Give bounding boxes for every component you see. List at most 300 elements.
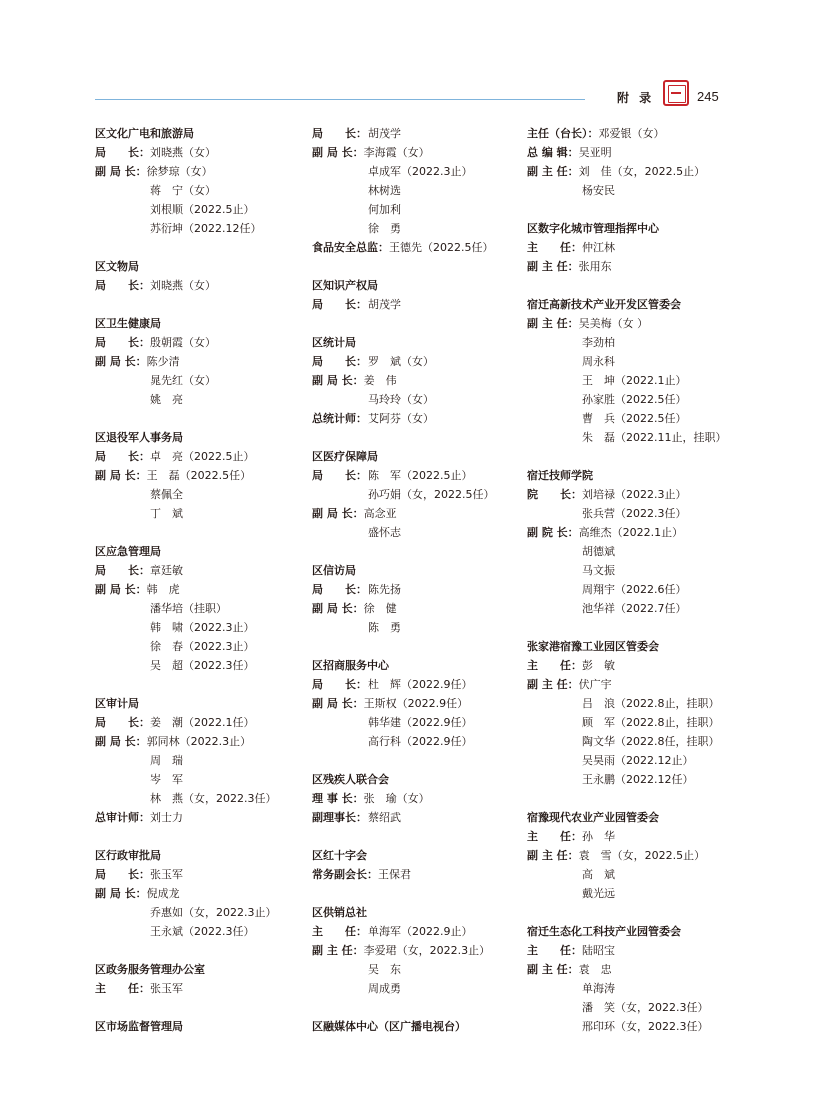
position-label: 副 院 长：: [527, 526, 579, 539]
personnel-row: [527, 371, 747, 390]
position-label: [527, 504, 582, 523]
position-label: 局 长：: [312, 355, 367, 368]
personnel-row: [527, 827, 747, 846]
personnel-row: [95, 922, 300, 941]
personnel-row: [95, 162, 300, 181]
personnel-row: [312, 523, 517, 542]
person-name: 张用东: [578, 260, 612, 273]
person-name: 岑 军: [150, 773, 183, 786]
personnel-row: [527, 846, 747, 865]
personnel-row: [527, 732, 747, 751]
position-label: [312, 181, 368, 200]
personnel-row: [527, 713, 747, 732]
personnel-row: [312, 599, 517, 618]
personnel-row: [527, 143, 747, 162]
org-title: 宿迁生态化工科技产业园管委会: [527, 925, 681, 938]
person-name: 单海军（2022.9止）: [368, 925, 473, 938]
person-name: 林树选: [368, 184, 401, 197]
person-name: 戴光远: [582, 887, 615, 900]
position-label: [527, 561, 582, 580]
org-title: 区行政审批局: [95, 849, 161, 862]
position-label: 主任（台长）：: [527, 127, 599, 140]
personnel-row: [95, 580, 300, 599]
personnel-row: [312, 238, 517, 257]
position-label: 副 主 任：: [527, 260, 579, 273]
personnel-row: [312, 200, 517, 219]
position-label: 常务副会长：: [312, 868, 378, 881]
position-label: [527, 390, 582, 409]
personnel-row: [312, 390, 517, 409]
org-title: 宿迁高新技术产业开发区管委会: [527, 298, 681, 311]
position-label: 副 局 长：: [312, 697, 364, 710]
person-name: 朱 磊（2022.11止，挂职）: [582, 431, 727, 444]
org-title: 区应急管理局: [95, 545, 161, 558]
personnel-row: [95, 561, 300, 580]
person-name: 韩华建（2022.9任）: [368, 716, 473, 729]
personnel-row: [527, 1017, 747, 1036]
personnel-row: [312, 732, 517, 751]
person-name: 蒋 宁（女）: [150, 184, 216, 197]
personnel-row: [527, 599, 747, 618]
org-title: 区市场监督管理局: [95, 1020, 183, 1033]
position-label: [95, 789, 150, 808]
personnel-row: [312, 960, 517, 979]
position-label: [312, 523, 368, 542]
page-number: 245: [697, 89, 719, 104]
yearbook-seal-logo: [663, 80, 689, 106]
personnel-row: [312, 618, 517, 637]
position-label: [527, 599, 582, 618]
position-label: 院 长：: [527, 488, 582, 501]
person-name: 王德先（2022.5任）: [389, 241, 494, 254]
personnel-row: [312, 143, 517, 162]
person-name: 张 瑜（女）: [363, 792, 430, 805]
personnel-row: [95, 466, 300, 485]
position-label: [527, 409, 582, 428]
person-name: 陈先扬: [368, 583, 401, 596]
org-section: [312, 333, 517, 428]
position-label: [95, 599, 150, 618]
position-label: [527, 979, 582, 998]
personnel-row: [95, 352, 300, 371]
personnel-row: [527, 257, 747, 276]
personnel-row: [95, 770, 300, 789]
person-name: 刘晓燕（女）: [150, 146, 216, 159]
personnel-row: [527, 865, 747, 884]
person-name: 罗 斌（女）: [368, 355, 434, 368]
position-label: [527, 732, 582, 751]
person-name: 吴美梅（女 ）: [578, 317, 649, 330]
personnel-row: [527, 523, 747, 542]
org-section: [312, 903, 517, 998]
person-name: 周永科: [582, 355, 615, 368]
person-name: 王 坤（2022.1止）: [582, 374, 687, 387]
personnel-row: [527, 428, 747, 447]
column-3: [527, 124, 747, 1055]
personnel-row: [527, 485, 747, 504]
person-name: 李海霞（女）: [363, 146, 430, 159]
org-section: [312, 276, 517, 314]
position-label: [95, 219, 150, 238]
person-name: 王保君: [378, 868, 411, 881]
position-label: 主 任：: [527, 241, 582, 254]
org-section: [312, 846, 517, 884]
position-label: 副 主 任：: [527, 317, 579, 330]
org-section: [312, 656, 517, 751]
person-name: 卓成军（2022.3止）: [368, 165, 473, 178]
person-name: 徐 勇: [368, 222, 401, 235]
person-name: 胡德斌: [582, 545, 615, 558]
person-name: 盛怀志: [368, 526, 401, 539]
org-title: 区招商服务中心: [312, 659, 389, 672]
personnel-row: [95, 371, 300, 390]
person-name: 周翔宇（2022.6任）: [582, 583, 687, 596]
position-label: 局 长：: [95, 868, 150, 881]
person-name: 倪成龙: [146, 887, 180, 900]
person-name: 蔡绍武: [368, 811, 401, 824]
position-label: 副 局 长：: [95, 735, 147, 748]
person-name: 陈少清: [146, 355, 180, 368]
org-title: 区融媒体中心（区广播电视台）: [312, 1020, 466, 1033]
person-name: 邢印环（女，2022.3任）: [582, 1020, 709, 1033]
personnel-row: [312, 409, 517, 428]
position-label: 局 长：: [312, 298, 367, 311]
personnel-row: [312, 295, 517, 314]
personnel-row: [527, 770, 747, 789]
personnel-row: [312, 675, 517, 694]
org-section: [312, 561, 517, 637]
person-name: 邓爱银（女）: [598, 127, 665, 140]
person-name: 韩 虎: [146, 583, 180, 596]
person-name: 徐 健: [363, 602, 397, 615]
personnel-row: [95, 276, 300, 295]
personnel-row: [312, 789, 517, 808]
personnel-row: [527, 884, 747, 903]
org-section: [95, 257, 300, 295]
position-label: 局 长：: [95, 279, 150, 292]
org-section: [527, 808, 747, 903]
person-name: 孙巧娟（女，2022.5任）: [368, 488, 495, 501]
person-name: 单海涛: [582, 982, 615, 995]
person-name: 王 磊（2022.5任）: [146, 469, 252, 482]
person-name: 陈 勇: [368, 621, 401, 634]
personnel-row: [312, 371, 517, 390]
position-label: [527, 770, 582, 789]
position-label: 副 局 长：: [312, 374, 364, 387]
position-label: 副 主 任：: [527, 849, 579, 862]
position-label: [95, 751, 150, 770]
person-name: 周 瑞: [150, 754, 183, 767]
personnel-row: [312, 865, 517, 884]
org-title: 区统计局: [312, 336, 356, 349]
personnel-row: [527, 504, 747, 523]
personnel-row: [312, 580, 517, 599]
org-section: [95, 1017, 300, 1036]
personnel-row: [527, 352, 747, 371]
org-title: 区供销总社: [312, 906, 367, 919]
person-name: 艾阿芬（女）: [368, 412, 434, 425]
person-name: 林 燕（女，2022.3任）: [150, 792, 277, 805]
position-label: 副 局 长：: [95, 469, 147, 482]
position-label: [527, 713, 582, 732]
position-label: [95, 181, 150, 200]
person-name: 乔惠如（女，2022.3止）: [150, 906, 277, 919]
personnel-row: [527, 542, 747, 561]
person-name: 张兵营（2022.3任）: [582, 507, 687, 520]
org-title: 区卫生健康局: [95, 317, 161, 330]
personnel-row: [312, 713, 517, 732]
personnel-row: [527, 333, 747, 352]
org-title: 区红十字会: [312, 849, 367, 862]
position-label: [312, 713, 368, 732]
person-name: 卓 亮（2022.5止）: [150, 450, 255, 463]
position-label: [95, 200, 150, 219]
person-name: 马玲玲（女）: [368, 393, 434, 406]
position-label: [527, 865, 582, 884]
person-name: 高行科（2022.9任）: [368, 735, 473, 748]
column-2: [312, 124, 517, 1055]
personnel-row: [527, 561, 747, 580]
person-name: 陈 军（2022.5止）: [368, 469, 473, 482]
person-name: 高维杰（2022.1止）: [578, 526, 684, 539]
position-label: 副 局 长：: [95, 887, 147, 900]
person-name: 胡茂学: [368, 127, 401, 140]
position-label: [527, 542, 582, 561]
personnel-row: [95, 903, 300, 922]
org-title: 区文化广电和旅游局: [95, 127, 194, 140]
person-name: 高念亚: [363, 507, 397, 520]
position-label: [527, 998, 582, 1017]
position-label: 局 长：: [95, 146, 150, 159]
personnel-row: [527, 941, 747, 960]
personnel-row: [527, 656, 747, 675]
org-section: [95, 428, 300, 523]
personnel-row: [312, 181, 517, 200]
person-name: 徐 春（2022.3止）: [150, 640, 255, 653]
org-title: 区知识产权局: [312, 279, 378, 292]
personnel-row: [312, 694, 517, 713]
org-section: [95, 960, 300, 998]
personnel-row: [527, 390, 747, 409]
org-section: [527, 922, 747, 1036]
position-label: 总统计师：: [312, 412, 367, 425]
person-name: 陆昭宝: [582, 944, 615, 957]
personnel-row: [527, 409, 747, 428]
person-name: 潘 笑（女，2022.3任）: [582, 1001, 709, 1014]
person-name: 周成勇: [368, 982, 401, 995]
person-name: 张玉军: [150, 982, 183, 995]
position-label: 总审计师：: [95, 811, 150, 824]
position-label: 副 局 长：: [312, 507, 364, 520]
person-name: 池华祥（2022.7任）: [582, 602, 687, 615]
person-name: 吴 超（2022.3任）: [150, 659, 255, 672]
position-label: [527, 751, 582, 770]
org-section: [527, 466, 747, 618]
org-section: [312, 124, 517, 257]
org-section: [312, 1017, 517, 1036]
personnel-row: [95, 599, 300, 618]
person-name: 晁先红（女）: [150, 374, 216, 387]
position-label: 主 任：: [95, 982, 150, 995]
person-name: 孙 华: [582, 830, 615, 843]
personnel-row: [95, 637, 300, 656]
org-section: [527, 295, 747, 447]
org-section: [95, 124, 300, 238]
person-name: 王永斌（2022.3任）: [150, 925, 255, 938]
position-label: 局 长：: [312, 678, 367, 691]
org-section: [95, 542, 300, 675]
position-label: [312, 219, 368, 238]
personnel-row: [527, 979, 747, 998]
position-label: [95, 485, 150, 504]
position-label: 副 主 任：: [527, 678, 579, 691]
org-section: [312, 770, 517, 827]
person-name: 姚 亮: [150, 393, 183, 406]
org-section: [527, 124, 747, 200]
person-name: 仲江林: [582, 241, 615, 254]
position-label: [312, 979, 368, 998]
position-label: [312, 618, 368, 637]
position-label: [312, 732, 368, 751]
position-label: 局 长：: [312, 469, 367, 482]
org-title: 宿迁技师学院: [527, 469, 593, 482]
personnel-row: [95, 333, 300, 352]
person-name: 刘晓燕（女）: [150, 279, 216, 292]
personnel-row: [312, 466, 517, 485]
person-name: 郭同林（2022.3止）: [146, 735, 252, 748]
personnel-row: [95, 447, 300, 466]
personnel-row: [527, 181, 747, 200]
personnel-row: [312, 979, 517, 998]
person-name: 丁 斌: [150, 507, 183, 520]
position-label: 副 主 任：: [527, 963, 579, 976]
position-label: 局 长：: [95, 564, 150, 577]
position-label: [312, 485, 368, 504]
person-name: 李劲柏: [582, 336, 615, 349]
org-title: 区政务服务管理办公室: [95, 963, 205, 976]
position-label: [95, 390, 150, 409]
personnel-row: [95, 713, 300, 732]
personnel-row: [312, 485, 517, 504]
personnel-row: [95, 808, 300, 827]
personnel-row: [95, 219, 300, 238]
personnel-row: [312, 941, 517, 960]
person-name: 章廷敏: [150, 564, 183, 577]
org-title: 区文物局: [95, 260, 139, 273]
column-1: [95, 124, 300, 1055]
person-name: 徐梦琼（女）: [146, 165, 213, 178]
position-label: [95, 371, 150, 390]
org-section: [95, 694, 300, 827]
person-name: 张玉军: [150, 868, 183, 881]
person-name: 吕 浪（2022.8止，挂职）: [582, 697, 720, 710]
position-label: [312, 162, 368, 181]
personnel-row: [312, 352, 517, 371]
position-label: [527, 333, 582, 352]
personnel-row: [95, 751, 300, 770]
personnel-row: [527, 162, 747, 181]
org-section: [527, 219, 747, 276]
person-name: 李爱珺（女，2022.3止）: [363, 944, 491, 957]
personnel-row: [527, 960, 747, 979]
personnel-row: [95, 504, 300, 523]
personnel-row: [312, 124, 517, 143]
position-label: 局 长：: [312, 583, 367, 596]
personnel-row: [527, 314, 747, 333]
position-label: 食品安全总监：: [312, 241, 389, 254]
person-name: 陶文华（2022.8任，挂职）: [582, 735, 720, 748]
position-label: [527, 580, 582, 599]
person-name: 刘士力: [150, 811, 183, 824]
person-name: 殷朝霞（女）: [150, 336, 216, 349]
personnel-row: [312, 922, 517, 941]
org-title: 区医疗保障局: [312, 450, 378, 463]
header-rule: [95, 99, 585, 100]
position-label: 理 事 长：: [312, 792, 364, 805]
position-label: 副 主 任：: [312, 944, 364, 957]
personnel-row: [527, 998, 747, 1017]
personnel-row: [95, 656, 300, 675]
person-name: 高 斌: [582, 868, 615, 881]
header-section-title: 附 录: [617, 91, 655, 105]
person-name: 杜 辉（2022.9任）: [368, 678, 473, 691]
position-label: [312, 390, 368, 409]
person-name: 吴昊雨（2022.12止）: [582, 754, 694, 767]
person-name: 苏衍坤（2022.12任）: [150, 222, 262, 235]
personnel-row: [95, 143, 300, 162]
personnel-row: [312, 504, 517, 523]
personnel-row: [95, 618, 300, 637]
position-label: [95, 618, 150, 637]
position-label: [95, 770, 150, 789]
person-name: 潘华培（挂职）: [150, 602, 227, 615]
personnel-row: [95, 200, 300, 219]
org-section: [527, 637, 747, 789]
person-name: 杨安民: [582, 184, 615, 197]
person-name: 王斯权（2022.9任）: [363, 697, 469, 710]
personnel-row: [95, 884, 300, 903]
person-name: 胡茂学: [368, 298, 401, 311]
person-name: 何加利: [368, 203, 401, 216]
position-label: 副 局 长：: [95, 355, 147, 368]
personnel-row: [312, 219, 517, 238]
position-label: 副 局 长：: [312, 602, 364, 615]
person-name: 曹 兵（2022.5任）: [582, 412, 687, 425]
person-name: 吴亚明: [578, 146, 612, 159]
position-label: [527, 694, 582, 713]
position-label: 局 长：: [95, 450, 150, 463]
position-label: 局 长：: [95, 336, 150, 349]
person-name: 袁 忠: [578, 963, 612, 976]
position-label: [527, 428, 582, 447]
org-title: 区数字化城市管理指挥中心: [527, 222, 659, 235]
org-title: 区审计局: [95, 697, 139, 710]
person-name: 伏广宇: [578, 678, 612, 691]
position-label: [95, 504, 150, 523]
personnel-row: [312, 162, 517, 181]
person-name: 王永鹏（2022.12任）: [582, 773, 694, 786]
position-label: [527, 1017, 582, 1036]
position-label: 副 局 长：: [312, 146, 364, 159]
position-label: [527, 884, 582, 903]
person-name: 袁 雪（女，2022.5止）: [578, 849, 706, 862]
position-label: 副理事长：: [312, 811, 367, 824]
position-label: [527, 352, 582, 371]
personnel-row: [527, 580, 747, 599]
person-name: 刘培禄（2022.3止）: [582, 488, 687, 501]
position-label: [95, 922, 150, 941]
org-title: 宿豫现代农业产业园管委会: [527, 811, 659, 824]
